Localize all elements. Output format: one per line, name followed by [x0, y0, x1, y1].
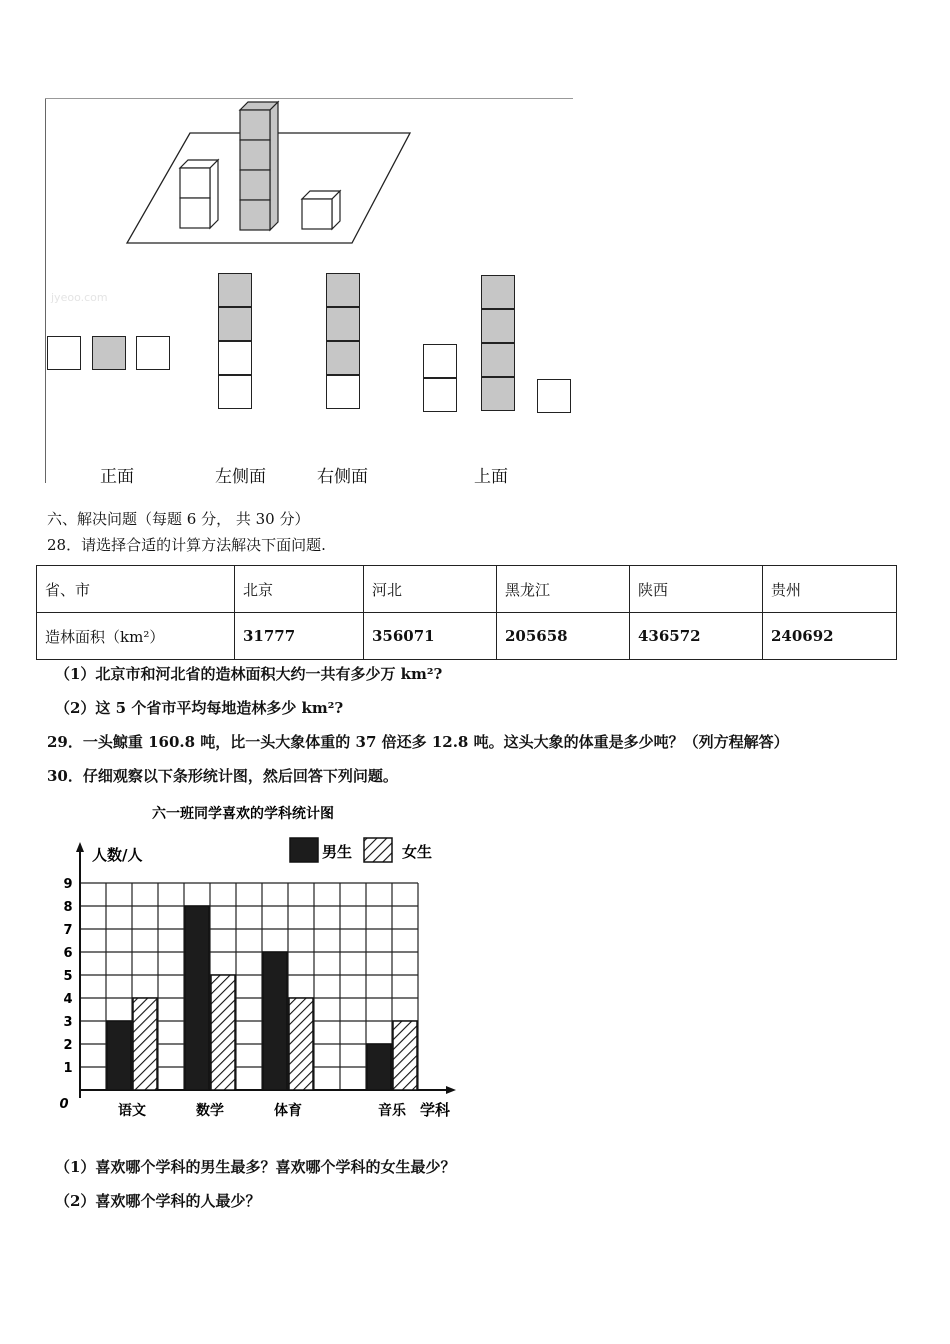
x-axis-label: 学科	[420, 1101, 451, 1119]
bar-boys	[185, 906, 209, 1090]
table-cell: 北京	[235, 566, 364, 613]
view-label-front: 正面	[100, 467, 134, 487]
chart-title: 六一班同学喜欢的学科统计图	[152, 806, 334, 822]
table-cell: 31777	[235, 613, 364, 660]
view-label-right: 右侧面	[317, 467, 368, 487]
subject-bar-chart	[52, 796, 472, 1126]
top-view-cell	[481, 377, 515, 411]
bar-girls	[393, 1021, 417, 1090]
table-cell: 黑龙江	[497, 566, 630, 613]
three-views-figure	[45, 98, 575, 488]
x-tick-label: 语文	[118, 1103, 146, 1119]
y-tick-label: 1	[63, 1061, 73, 1076]
bar-boys	[367, 1044, 391, 1090]
legend-label-boys: 男生	[322, 843, 353, 861]
table-cell: 240692	[763, 613, 897, 660]
y-tick-label: 5	[63, 969, 73, 984]
table-row	[37, 613, 897, 660]
view-label-left: 左侧面	[215, 467, 266, 487]
bar-girls	[289, 998, 313, 1090]
y-tick-label: 7	[63, 923, 73, 938]
question-28-sub1: （1）北京市和河北省的造林面积大约一共有多少万 km²?	[55, 665, 443, 683]
y-tick-label: 6	[63, 946, 73, 961]
x-tick-label: 音乐	[378, 1103, 406, 1119]
bar-girls	[133, 998, 157, 1090]
legend-label-girls: 女生	[402, 843, 433, 861]
table-row-label: 造林面积（km²）	[37, 613, 235, 660]
top-view-cell	[423, 344, 457, 378]
table-cell: 205658	[497, 613, 630, 660]
question-28-stem: 28．请选择合适的计算方法解决下面问题.	[47, 536, 326, 554]
x-tick-label: 数学	[196, 1103, 224, 1119]
question-30-sub1: （1）喜欢哪个学科的男生最多？喜欢哪个学科的女生最少？	[55, 1158, 456, 1176]
top-view-cell	[481, 343, 515, 377]
cube-stack-drawing	[45, 98, 575, 248]
top-view-cell	[423, 378, 457, 412]
left-view-cell	[218, 341, 252, 375]
table-cell: 河北	[364, 566, 497, 613]
right-view-cell	[326, 307, 360, 341]
right-view-cell	[326, 273, 360, 307]
view-label-top: 上面	[474, 467, 508, 487]
y-tick-label: 2	[63, 1038, 73, 1053]
y-tick-label: 8	[63, 900, 73, 915]
legend-swatch-girls	[364, 838, 392, 862]
y-tick-label: 4	[63, 992, 73, 1007]
legend-swatch-boys	[290, 838, 318, 862]
right-view-cell	[326, 375, 360, 409]
watermark: jyeoo.com	[51, 291, 108, 304]
top-view-cell	[481, 309, 515, 343]
afforestation-table	[36, 565, 897, 660]
bar-boys	[263, 952, 287, 1090]
top-view-cell	[481, 275, 515, 309]
left-view-cell	[218, 307, 252, 341]
table-cell: 436572	[630, 613, 763, 660]
y-tick-label: 9	[63, 877, 73, 892]
front-view-cell	[136, 336, 170, 370]
left-view-cell	[218, 273, 252, 307]
question-29: 29．一头鲸重 160.8 吨，比一头大象体重的 37 倍还多 12.8 吨。这头大象的体重是多少吨？（列方程解答）	[47, 733, 789, 751]
table-cell: 贵州	[763, 566, 897, 613]
y-axis-arrow	[76, 842, 84, 852]
bar-boys	[107, 1021, 131, 1090]
front-view-cell	[47, 336, 81, 370]
y-tick-label: 3	[63, 1015, 73, 1030]
table-cell: 省、市	[37, 566, 235, 613]
right-view-cell	[326, 341, 360, 375]
top-view-cell	[537, 379, 571, 413]
left-view-cell	[218, 375, 252, 409]
x-tick-label: 体育	[274, 1103, 302, 1119]
table-cell: 356071	[364, 613, 497, 660]
front-view-cell	[92, 336, 126, 370]
x-axis-arrow	[446, 1086, 456, 1094]
section-heading: 六、解决问题（每题 6 分， 共 30 分）	[47, 510, 310, 528]
question-30-sub2: （2）喜欢哪个学科的人最少？	[55, 1192, 261, 1210]
table-cell: 陕西	[630, 566, 763, 613]
question-30-stem: 30．仔细观察以下条形统计图，然后回答下列问题。	[47, 767, 398, 785]
y-axis-label: 人数/人	[92, 846, 143, 864]
question-28-sub2: （2）这 5 个省市平均每地造林多少 km²?	[55, 699, 344, 717]
y-tick-label: 0	[59, 1097, 69, 1112]
table-header-row	[37, 566, 897, 613]
bar-girls	[211, 975, 235, 1090]
